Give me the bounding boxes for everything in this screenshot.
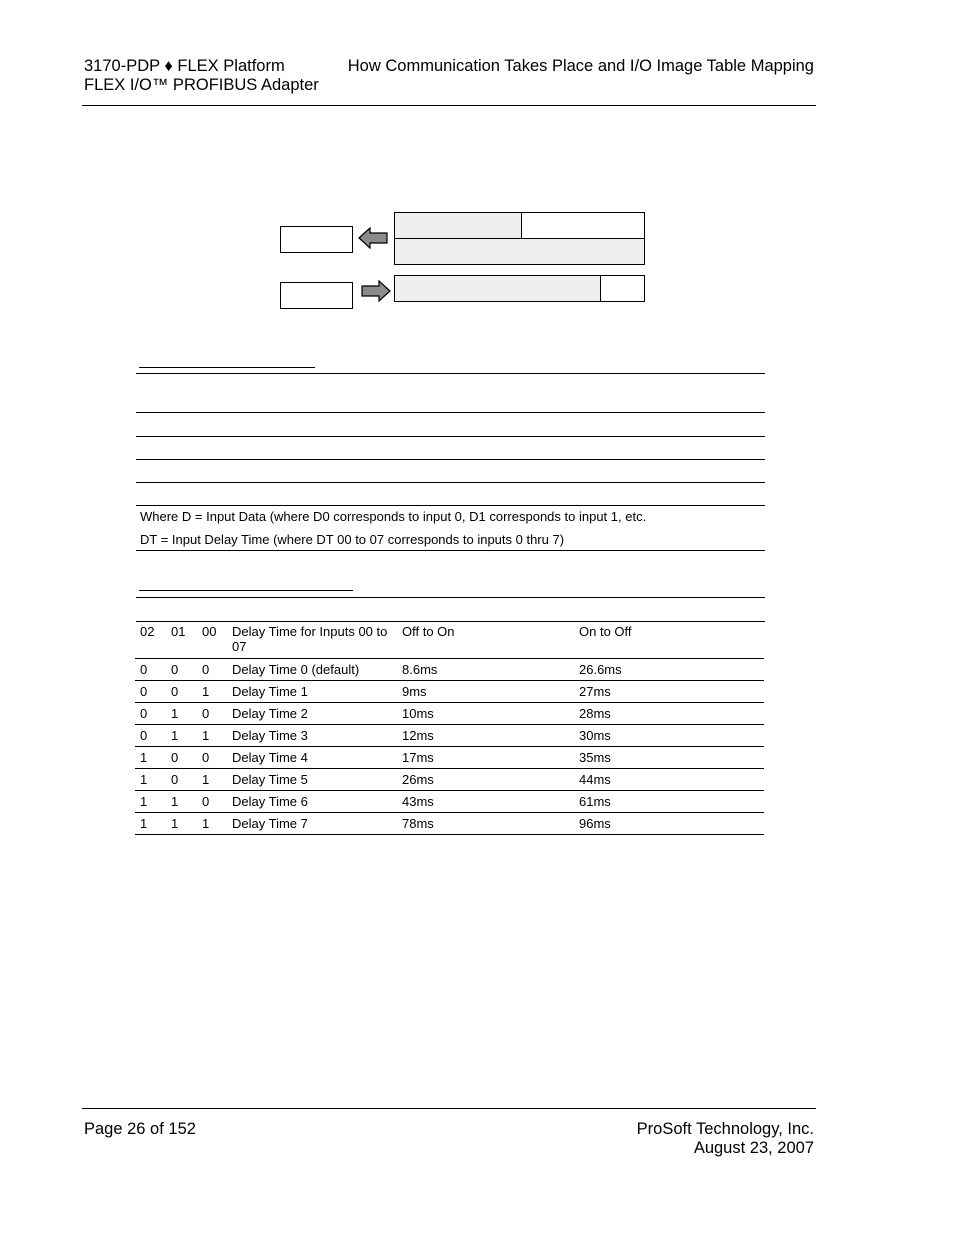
table-cell: 10ms (397, 703, 574, 725)
output-word-0-low (395, 276, 601, 301)
table-cell: 1 (135, 813, 166, 835)
table-header-row (135, 621, 764, 659)
header-cell: Off to On (397, 621, 574, 659)
module-input-block (394, 212, 645, 265)
table-cell: 28ms (574, 703, 764, 725)
table-row (135, 703, 764, 725)
module-output-block (394, 275, 645, 302)
table-rule (136, 550, 765, 551)
table-cell: 35ms (574, 747, 764, 769)
input-word-0-low (395, 213, 522, 239)
table-cell: 0 (166, 659, 197, 681)
table-cell: 30ms (574, 725, 764, 747)
table-cell: Delay Time 4 (227, 747, 397, 769)
footer-company: ProSoft Technology, Inc. (636, 1120, 814, 1138)
input-word-0-high (522, 213, 644, 239)
table-cell: Delay Time 5 (227, 769, 397, 791)
table-cell: Delay Time 2 (227, 703, 397, 725)
delay-table-title-rule (139, 590, 353, 591)
table-rule (136, 597, 765, 598)
table-cell: Delay Time 6 (227, 791, 397, 813)
note-input-data: Where D = Input Data (where D0 corresponds to input 0, D1 corresponds to input 1, etc. (140, 509, 647, 524)
table-cell: 1 (197, 725, 227, 747)
table-cell: Delay Time 1 (227, 681, 397, 703)
table-cell: 26.6ms (574, 659, 764, 681)
table-cell: 96ms (574, 813, 764, 835)
table-cell: 12ms (397, 725, 574, 747)
table-cell: 1 (135, 791, 166, 813)
table-cell: 0 (135, 659, 166, 681)
input-table-title-rule (139, 367, 315, 368)
table-cell: 61ms (574, 791, 764, 813)
header-subtitle: FLEX I/O™ PROFIBUS Adapter (84, 76, 319, 94)
header-product: 3170-PDP ♦ FLEX Platform (84, 57, 285, 75)
table-cell: 1 (166, 725, 197, 747)
table-cell: 1 (135, 747, 166, 769)
table-cell: Delay Time 7 (227, 813, 397, 835)
input-word-1 (395, 239, 644, 264)
table-row (135, 659, 764, 681)
table-cell: 0 (166, 769, 197, 791)
table-rule (136, 459, 765, 460)
footer-rule (82, 1108, 816, 1109)
table-cell: 26ms (397, 769, 574, 791)
header-cell: Delay Time for Inputs 00 to 07 (227, 621, 397, 659)
arrow-left-icon (357, 226, 389, 250)
footer-page-number: Page 26 of 152 (84, 1120, 196, 1138)
table-row (135, 769, 764, 791)
table-cell: 0 (135, 703, 166, 725)
table-row (135, 747, 764, 769)
table-cell: 1 (197, 681, 227, 703)
table-cell: Delay Time 0 (default) (227, 659, 397, 681)
table-cell: 0 (197, 703, 227, 725)
header-cell: 01 (166, 621, 197, 659)
note-input-delay: DT = Input Delay Time (where DT 00 to 07 corresponds to inputs 0 thru 7) (140, 532, 565, 547)
table-cell: 0 (197, 747, 227, 769)
table-cell: 43ms (397, 791, 574, 813)
header-chapter: How Communication Takes Place and I/O Image Table Mapping (347, 57, 814, 75)
table-rule (136, 436, 765, 437)
table-row (135, 813, 764, 835)
table-cell: 1 (166, 791, 197, 813)
table-rule (136, 412, 765, 413)
table-cell: 0 (197, 659, 227, 681)
table-cell: 1 (197, 813, 227, 835)
table-rule (136, 505, 765, 506)
input-image-box (280, 226, 353, 253)
table-cell: 17ms (397, 747, 574, 769)
output-word-0-high (601, 276, 644, 301)
arrow-right-icon (360, 279, 392, 303)
table-row (135, 791, 764, 813)
footer-date: August 23, 2007 (693, 1139, 814, 1157)
table-cell: 27ms (574, 681, 764, 703)
table-cell: 9ms (397, 681, 574, 703)
table-cell: 0 (166, 681, 197, 703)
table-cell: 0 (135, 681, 166, 703)
table-row (135, 681, 764, 703)
header-rule (82, 105, 816, 106)
table-rule (136, 373, 765, 374)
output-image-box (280, 282, 353, 309)
table-cell: 8.6ms (397, 659, 574, 681)
table-cell: 1 (166, 813, 197, 835)
header-cell: 00 (197, 621, 227, 659)
delay-time-table (135, 621, 764, 835)
table-cell: 1 (166, 703, 197, 725)
header-cell: On to Off (574, 621, 764, 659)
table-cell: 0 (197, 791, 227, 813)
table-cell: 1 (135, 769, 166, 791)
table-cell: 1 (197, 769, 227, 791)
header-cell: 02 (135, 621, 166, 659)
table-cell: Delay Time 3 (227, 725, 397, 747)
table-cell: 44ms (574, 769, 764, 791)
table-rule (136, 482, 765, 483)
table-cell: 0 (135, 725, 166, 747)
table-cell: 78ms (397, 813, 574, 835)
table-row (135, 725, 764, 747)
table-cell: 0 (166, 747, 197, 769)
